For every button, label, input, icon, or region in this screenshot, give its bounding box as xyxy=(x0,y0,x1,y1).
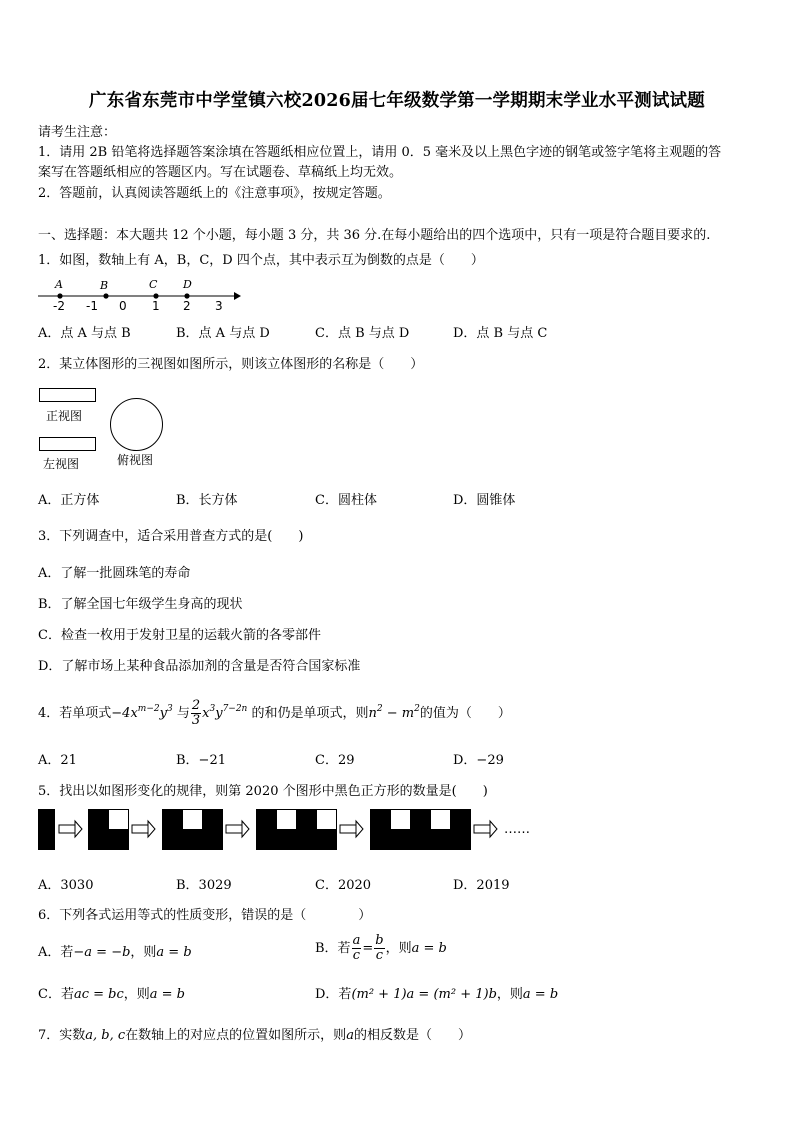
pattern-2 xyxy=(89,810,129,850)
q1-option-b[interactable]: B．点 A 与点 D xyxy=(176,326,270,341)
question-2-stem: 2．某立体图形的三视图如图所示，则该立体图形的名称是（ ） xyxy=(38,357,424,372)
q2-option-c[interactable]: C．圆柱体 xyxy=(315,493,377,508)
fraction: $\frac{a}{c}$ xyxy=(352,933,361,963)
q5-option-d[interactable]: D．2019 xyxy=(453,878,510,893)
q5-option-a[interactable]: A．3030 xyxy=(38,878,94,893)
q2-option-d[interactable]: D．圆锥体 xyxy=(453,493,516,508)
point-c-label: C xyxy=(149,278,158,291)
arrow-icon xyxy=(226,821,249,837)
point-d-label: D xyxy=(183,278,192,291)
question-4-stem: 4．若单项式$-4x^{m-2}y^3$ 与 $\frac{2}{3}$ $x^3y^{7-2n}$ 的和仍是单项式，则$n^2 - m^2$的值为（ ） xyxy=(38,698,511,728)
notice-line-1a: 1．请用 2B 铅笔将选择题答案涂填在答题纸相应位置上，请用 0．5 毫米及以上黑色字迹的钢笔或签字笔将主观题的答 xyxy=(38,145,722,160)
q3-option-c[interactable]: C．检查一枚用于发射卫星的运载火箭的各零部件 xyxy=(38,628,321,643)
tick-label: -2 xyxy=(53,299,65,313)
point-b-dot xyxy=(103,293,108,298)
q3-option-d[interactable]: D．了解市场上某种食品添加剂的含量是否符合国家标准 xyxy=(38,659,361,674)
q1-option-d[interactable]: D．点 B 与点 C xyxy=(453,326,548,341)
q1-option-c[interactable]: C．点 B 与点 D xyxy=(315,326,410,341)
front-view-rect xyxy=(39,388,96,402)
pattern-1 xyxy=(39,810,55,850)
pattern-4 xyxy=(257,810,337,850)
notice-line-1b: 案写在答题纸相应的答题区内。写在试题卷、草稿纸上均无效。 xyxy=(38,165,403,180)
q4-option-b[interactable]: B．−21 xyxy=(176,753,226,768)
q6-option-c[interactable]: C．若ac = bc，则a = b xyxy=(38,987,185,1002)
continuation-dots: …… xyxy=(504,822,530,837)
tick-label: 2 xyxy=(183,299,191,313)
q2-option-b[interactable]: B．长方体 xyxy=(176,493,238,508)
arrow-icon xyxy=(340,821,363,837)
question-6-stem: 6．下列各式运用等式的性质变形，错误的是（ ） xyxy=(38,908,372,923)
q6-option-a[interactable]: A．若−a = −b，则a = b xyxy=(38,945,192,960)
fraction: $\frac{b}{c}$ xyxy=(375,933,384,963)
q6-option-d[interactable]: D．若(m² + 1)a = (m² + 1)b，则a = b xyxy=(315,987,559,1002)
fraction: $\frac{2}{3}$ xyxy=(191,698,201,728)
q4-option-a[interactable]: A．21 xyxy=(38,753,77,768)
question-3-stem: 3．下列调查中，适合采用普查方式的是( ) xyxy=(38,529,304,544)
pattern-5 xyxy=(371,810,471,850)
pattern-3 xyxy=(163,810,223,850)
q3-option-b[interactable]: B．了解全国七年级学生身高的现状 xyxy=(38,597,243,612)
top-view-label: 俯视图 xyxy=(117,453,154,467)
tick-label: 1 xyxy=(152,299,160,313)
q4-option-d[interactable]: D．−29 xyxy=(453,753,504,768)
q5-option-c[interactable]: C．2020 xyxy=(315,878,372,893)
tick-label: -1 xyxy=(86,299,98,313)
question-7-stem: 7．实数a, b, c在数轴上的对应点的位置如图所示，则a的相反数是（ ） xyxy=(38,1028,471,1043)
point-d-dot xyxy=(184,293,189,298)
left-view-label: 左视图 xyxy=(43,457,80,471)
point-c-dot xyxy=(153,293,158,298)
arrow-icon xyxy=(234,292,241,300)
point-a-dot xyxy=(57,293,62,298)
q5-pattern xyxy=(38,809,538,851)
point-b-label: B xyxy=(100,279,109,292)
point-a-label: A xyxy=(55,278,63,291)
q2-option-a[interactable]: A．正方体 xyxy=(38,493,100,508)
q3-option-a[interactable]: A．了解一批圆珠笔的寿命 xyxy=(38,566,191,581)
arrow-icon xyxy=(132,821,155,837)
top-view-circle xyxy=(110,398,163,451)
q1-option-a[interactable]: A．点 A 与点 B xyxy=(38,326,131,341)
left-view-rect xyxy=(39,437,96,451)
question-1-stem: 1．如图，数轴上有 A，B，C，D 四个点，其中表示互为倒数的点是（ ） xyxy=(38,253,484,268)
notice-line-2: 2．答题前，认真阅读答题纸上的《注意事项》，按规定答题。 xyxy=(38,186,391,201)
q5-option-b[interactable]: B．3029 xyxy=(176,878,232,893)
q1-number-line xyxy=(36,276,242,314)
notice-heading: 请考生注意： xyxy=(38,125,117,140)
section-heading: 一、选择题：本大题共 12 个小题，每小题 3 分，共 36 分.在每小题给出的四个选项中，只有一项是符合题目要求的. xyxy=(38,228,711,243)
arrow-icon xyxy=(59,821,82,837)
arrow-icon xyxy=(474,821,497,837)
q6-option-b[interactable]: B．若 $\frac{a}{c}$ = $\frac{b}{c}$ ，则a = b xyxy=(315,933,447,963)
question-5-stem: 5．找出以如图形变化的规律，则第 2020 个图形中黑色正方形的数量是( ) xyxy=(38,784,488,799)
front-view-label: 正视图 xyxy=(46,409,83,423)
tick-label: 3 xyxy=(215,299,223,313)
page-title: 广东省东莞市中学堂镇六校2026届七年级数学第一学期期末学业水平测试试题 xyxy=(89,91,705,111)
q4-option-c[interactable]: C．29 xyxy=(315,753,355,768)
tick-label: 0 xyxy=(119,299,127,313)
